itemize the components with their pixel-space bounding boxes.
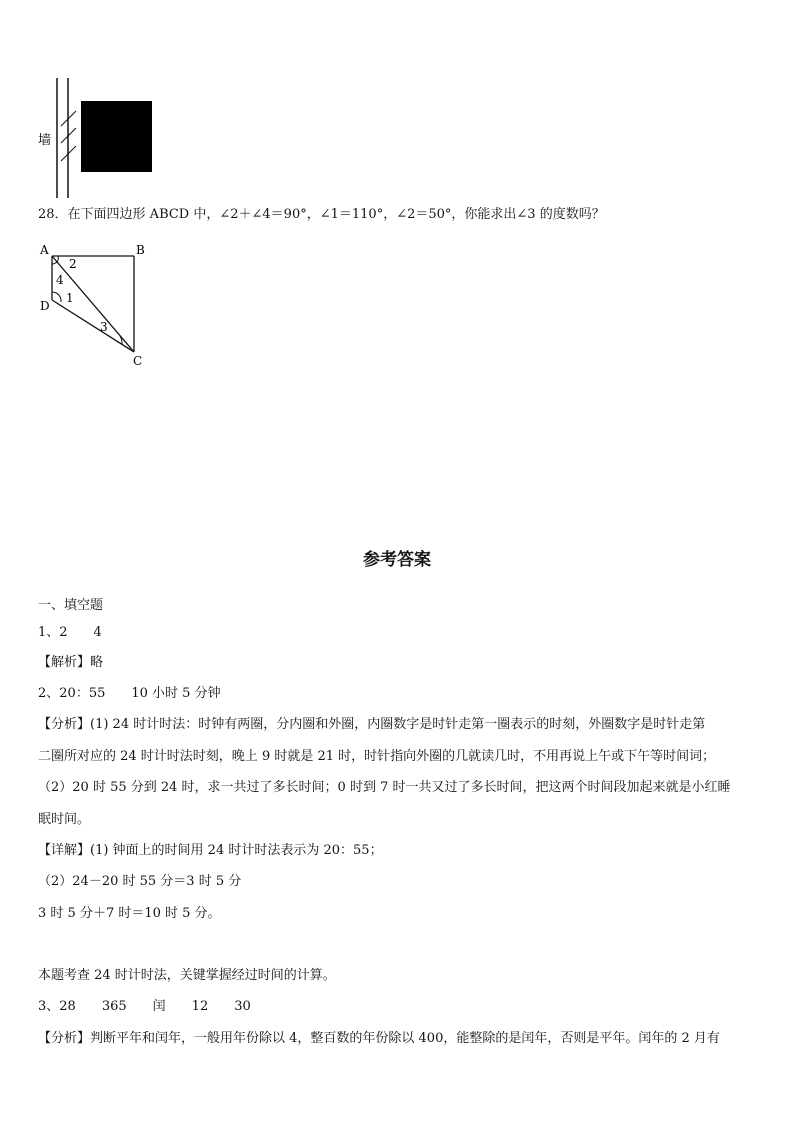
answer-2-detail-line: 【详解】(1) 钟面上的时间用 24 时计时法表示为 20：55； xyxy=(38,843,383,858)
answer-2-num: 2、20：55 xyxy=(38,686,106,701)
vertex-c: C xyxy=(133,354,143,368)
question-28: 28．在下面四边形 ABCD 中，∠2＋∠4＝90°，∠1＝110°，∠2＝50°，你能求出∠3 的度数吗？ xyxy=(38,207,605,222)
angle-label-2: 2 xyxy=(69,257,77,271)
angle-arc-2 xyxy=(57,256,58,262)
black-block xyxy=(81,101,152,172)
answer-2-detail-line: （2）24－20 时 55 分＝3 时 5 分 xyxy=(38,874,242,889)
section-heading: 一、填空题 xyxy=(38,598,104,613)
angle-arc-4 xyxy=(52,262,57,264)
answers-title: 参考答案 xyxy=(363,550,431,570)
answer-3-value-3: 闰 xyxy=(152,999,166,1014)
answer-3-num: 3、28 xyxy=(38,999,76,1014)
edge-cd xyxy=(52,300,134,352)
answer-3-value-5: 30 xyxy=(234,999,251,1014)
answer-1-note: 【解析】略 xyxy=(38,655,104,670)
answer-2-detail-line: 3 时 5 分＋7 时＝10 时 5 分。 xyxy=(38,906,221,921)
answer-2-analysis-line: （2）20 时 55 分到 24 时，求一共过了多长时间；0 时到 7 时一共又过了多长时间，把这两个时间段加起来就是小红睡 xyxy=(38,780,731,795)
answer-1-num: 1、2 xyxy=(38,625,68,640)
answer-2-summary: 本题考查 24 时计时法，关键掌握经过时间的计算。 xyxy=(38,968,336,983)
angle-label-4: 4 xyxy=(56,273,64,287)
angle-label-3: 3 xyxy=(100,320,108,334)
answer-2-analysis-line: 二圈所对应的 24 时计时法时刻，晚上 9 时就是 21 时，时针指向外圈的几就读几时，不用再说上午或下午等时间词； xyxy=(38,749,716,764)
angle-label-1: 1 xyxy=(66,291,74,305)
diagonal-ac xyxy=(52,256,134,352)
quadrilateral-figure xyxy=(34,240,164,372)
wall-label: 墙 xyxy=(38,133,52,148)
wall-figure xyxy=(34,76,164,200)
answer-3 xyxy=(38,999,251,1015)
answer-3-analysis: 【分析】判断平年和闰年，一般用年份除以 4，整百数的年份除以 400，能整除的是闰年，否则是平年。闰年的 2 月有 xyxy=(38,1031,720,1046)
answer-2 xyxy=(38,686,221,702)
vertex-b: B xyxy=(136,243,145,257)
answer-3-value-4: 12 xyxy=(191,999,209,1014)
vertex-d: D xyxy=(40,299,50,313)
answer-3-value-2: 365 xyxy=(101,999,127,1014)
vertex-a: A xyxy=(40,243,49,257)
answer-2-analysis-line: 眠时间。 xyxy=(38,812,91,827)
answer-2-value-2: 10 小时 5 分钟 xyxy=(131,686,221,701)
answer-1-value-2: 4 xyxy=(93,625,102,640)
answer-1 xyxy=(38,625,102,641)
answer-2-analysis-line: 【分析】(1) 24 时计时法：时钟有两圈，分内圈和外圈，内圈数字是时针走第一圈表示的时刻，外圈数字是时针走第 xyxy=(38,717,706,732)
